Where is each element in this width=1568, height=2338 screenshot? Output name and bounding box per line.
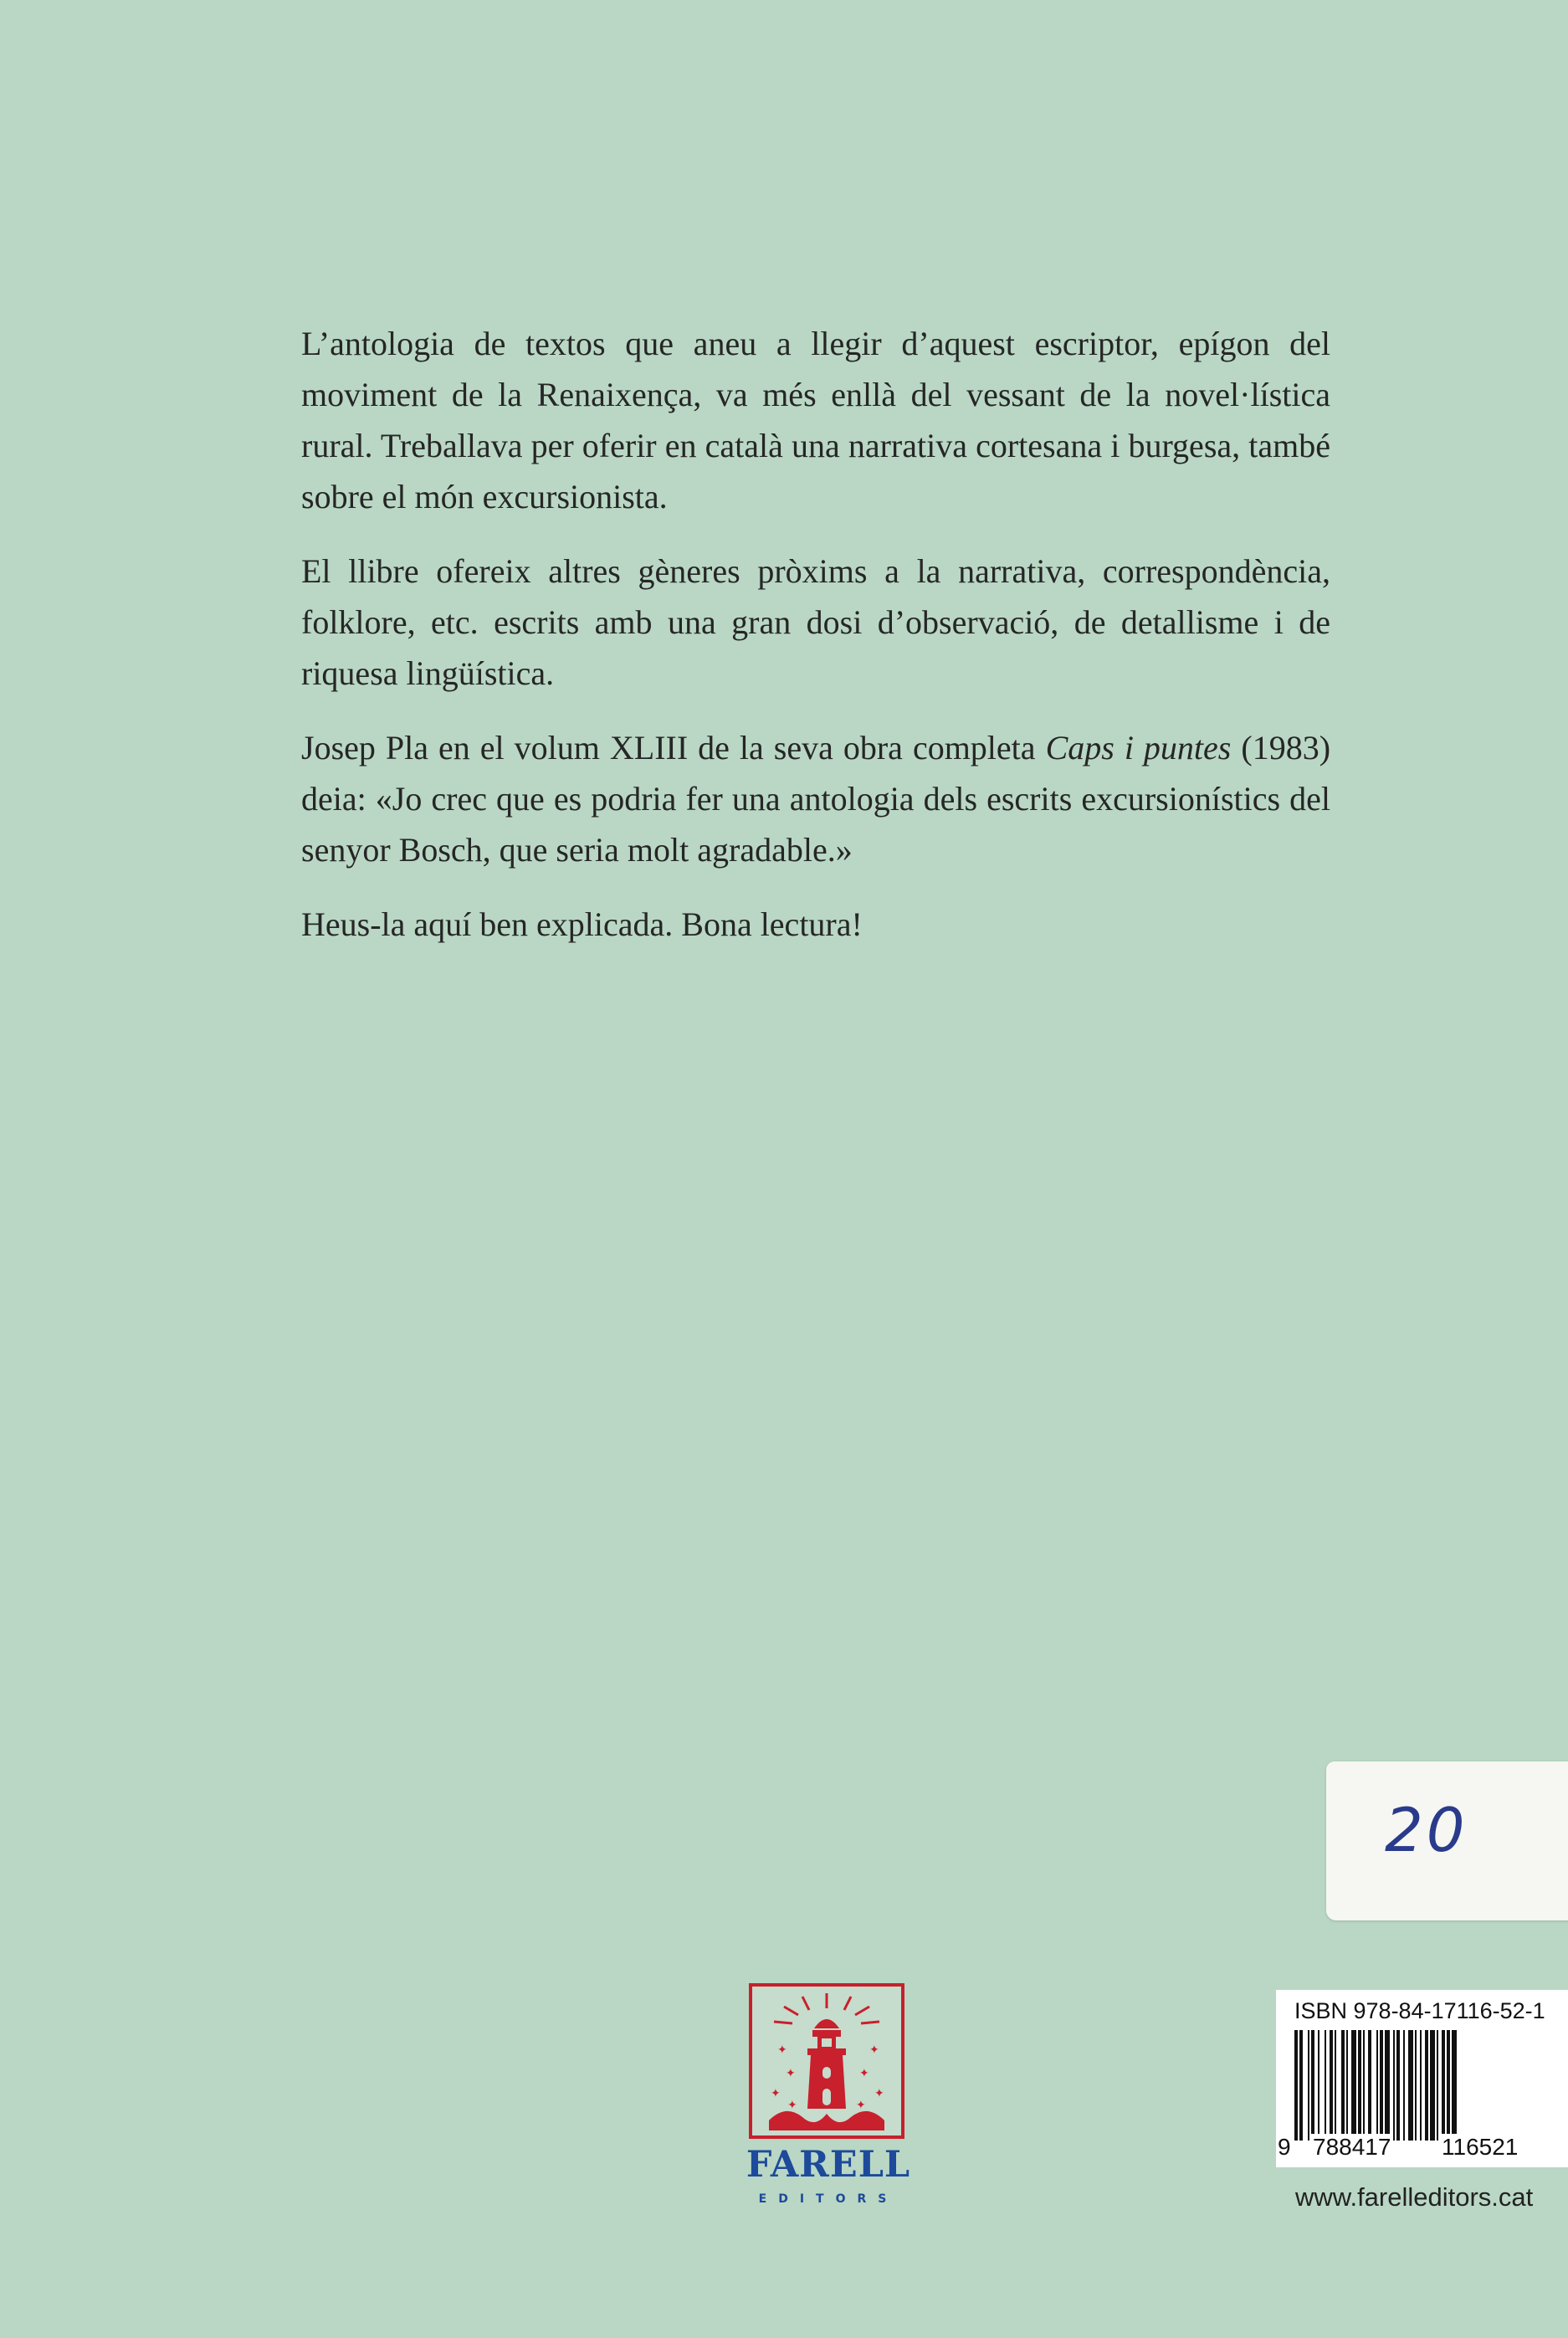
publisher-website: www.farelleditors.cat — [1295, 2182, 1534, 2212]
blurb-paragraph-4: Heus-la aquí ben explicada. Bona lectura! — [301, 905, 863, 943]
blurb-paragraph-1: L’antologia de textos que aneu a llegir d’aquest escriptor, epígon del moviment de la Renaixença, va més enllà del vessant de la novel·lística rural. Treballava per oferir en català una narrativa cortesana i burgesa, també sobre el món excursionista. — [301, 325, 1330, 515]
price-sticker — [1326, 1761, 1568, 1920]
publisher-name: FARELL — [746, 2144, 911, 2186]
svg-text:✦: ✦ — [859, 2067, 869, 2080]
barcode-bars — [1294, 2030, 1564, 2141]
barcode-digits-right: 116521 — [1442, 2134, 1519, 2160]
svg-text:✦: ✦ — [786, 2067, 796, 2080]
blurb-paragraph-3 — [301, 722, 1330, 875]
publisher-logo — [746, 1983, 911, 2209]
publisher-subtitle: EDITORS — [758, 2192, 899, 2206]
svg-text:✦: ✦ — [869, 2043, 879, 2057]
svg-text:✦: ✦ — [777, 2043, 787, 2057]
blurb-text — [301, 318, 1330, 973]
svg-text:✦: ✦ — [771, 2087, 781, 2100]
blurb-paragraph-3-start: Josep Pla en el volum XLIII de la seva obra completa — [301, 729, 1046, 767]
barcode-digits-left: 788417 — [1313, 2134, 1391, 2160]
lighthouse-icon — [749, 1983, 904, 2139]
isbn-number: ISBN 978-84-17116-52-1 — [1294, 1998, 1545, 2023]
blurb-paragraph-2: El llibre ofereix altres gèneres pròxims a la narrativa, correspondència, folklore, etc. escrits amb una gran dosi d’observació, de detallisme i de riquesa lingüística. — [301, 552, 1330, 692]
blurb-paragraph-3-end: (1983) deia: «Jo crec que es podria fer una antologia dels escrits excursionístics del senyor Bosch, que seria molt agradable.» — [301, 729, 1331, 869]
svg-text:✦: ✦ — [787, 2099, 797, 2112]
svg-text:✦: ✦ — [856, 2099, 866, 2112]
isbn-barcode — [1276, 1990, 1568, 2167]
barcode-digit-first: 9 — [1278, 2134, 1291, 2160]
svg-text:✦: ✦ — [874, 2087, 884, 2100]
book-title-caps-i-puntes: Caps i puntes — [1045, 729, 1232, 767]
barcode-digits — [1276, 2134, 1568, 2164]
price-value: 20 — [1385, 1795, 1468, 1865]
